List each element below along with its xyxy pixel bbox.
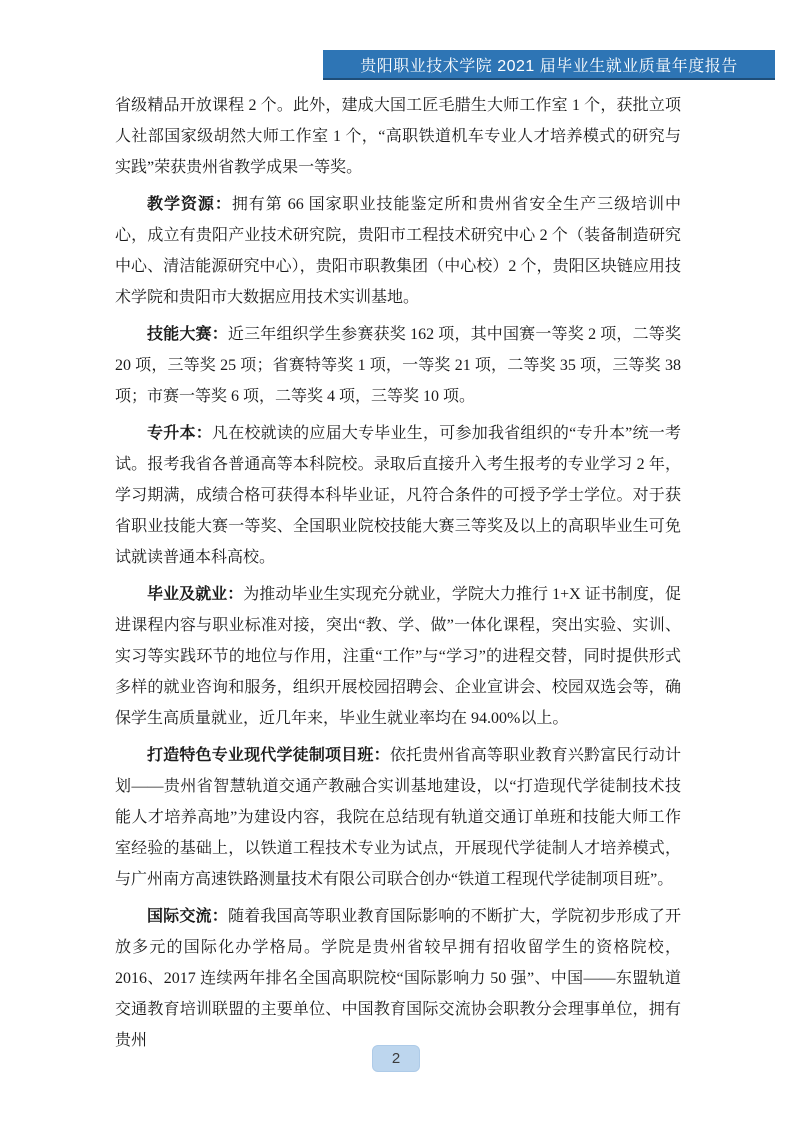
report-title: 贵阳职业技术学院 2021 届毕业生就业质量年度报告 [360,57,738,75]
paragraph: 毕业及就业：为推动毕业生实现充分就业，学院大力推行 1+X 证书制度，促进课程内容与职业标准对接，突出“教、学、做”一体化课程，突出实验、实训、实习等实践环节的地位与作用，注重“工作”与“学习”的进程交替，同时提供形式多样的就业咨询和服务，组织开展校园招聘会、企业宣讲会、校园双选会等，确保学生高质量就业，近几年来，毕业生就业率均在 94.00%以上。 [115,586,681,727]
paragraph: 专升本：凡在校就读的应届大专毕业生，可参加我省组织的“专升本”统一考试。报考我省各普通高等本科院校。录取后直接升入考生报考的专业学习 2 年，学习期满，成绩合格可获得本科毕业证，凡符合条件的可授予学士学位。对于获省职业技能大赛一等奖、全国职业院校技能大赛三等奖及以上的高职毕业生可免试就读普通本科高校。 [115,425,681,566]
page-number: 2 [391,1050,401,1067]
paragraph-lead: 打造特色专业现代学徒制项目班： [147,747,390,764]
paragraph-lead: 国际交流： [147,908,228,925]
document-body [115,90,681,1062]
paragraph-lead: 专升本： [147,425,212,442]
paragraph: 国际交流：随着我国高等职业教育国际影响的不断扩大，学院初步形成了开放多元的国际化办学格局。学院是贵州省较早拥有招收留学生的资格院校，2016、2017 连续两年排名全国高职院校“国际影响力 50 强”、中国——东盟轨道交通教育培训联盟的主要单位、中国教育国际交流协会职教分会理事单位，拥有贵州 [115,908,681,1049]
paragraph: 教学资源：拥有第 66 国家职业技能鉴定所和贵州省安全生产三级培训中心，成立有贵阳产业技术研究院，贵阳市工程技术研究中心 2 个（装备制造研究中心、清洁能源研究中心），贵阳市职教集团（中心校）2 个，贵阳区块链应用技术学院和贵阳市大数据应用技术实训基地。 [115,196,681,306]
paragraph-lead: 毕业及就业： [147,586,244,603]
paragraph: 省级精品开放课程 2 个。此外，建成大国工匠毛腊生大师工作室 1 个，获批立项人社部国家级胡然大师工作室 1 个，“高职铁道机车专业人才培养模式的研究与实践”荣获贵州省教学成果一等奖。 [115,97,681,176]
paragraph: 打造特色专业现代学徒制项目班：依托贵州省高等职业教育兴黔富民行动计划——贵州省智慧轨道交通产教融合实训基地建设，以“打造现代学徒制技术技能人才培养高地”为建设内容，我院在总结现有轨道交通订单班和技能大师工作室经验的基础上，以铁道工程技术专业为试点，开展现代学徒制人才培养模式，与广州南方高速铁路测量技术有限公司联合创办“铁道工程现代学徒制项目班”。 [115,747,681,888]
paragraph-lead: 技能大赛： [147,326,228,343]
page-number-badge [372,1045,420,1072]
report-title-bar [323,50,775,80]
paragraph: 技能大赛：近三年组织学生参赛获奖 162 项，其中国赛一等奖 2 项，二等奖 20 项，三等奖 25 项；省赛特等奖 1 项，一等奖 21 项，二等奖 35 项，三等奖 38 项；市赛一等奖 6 项，二等奖 4 项，三等奖 10 项。 [115,326,681,405]
paragraph-lead: 教学资源： [147,196,232,213]
